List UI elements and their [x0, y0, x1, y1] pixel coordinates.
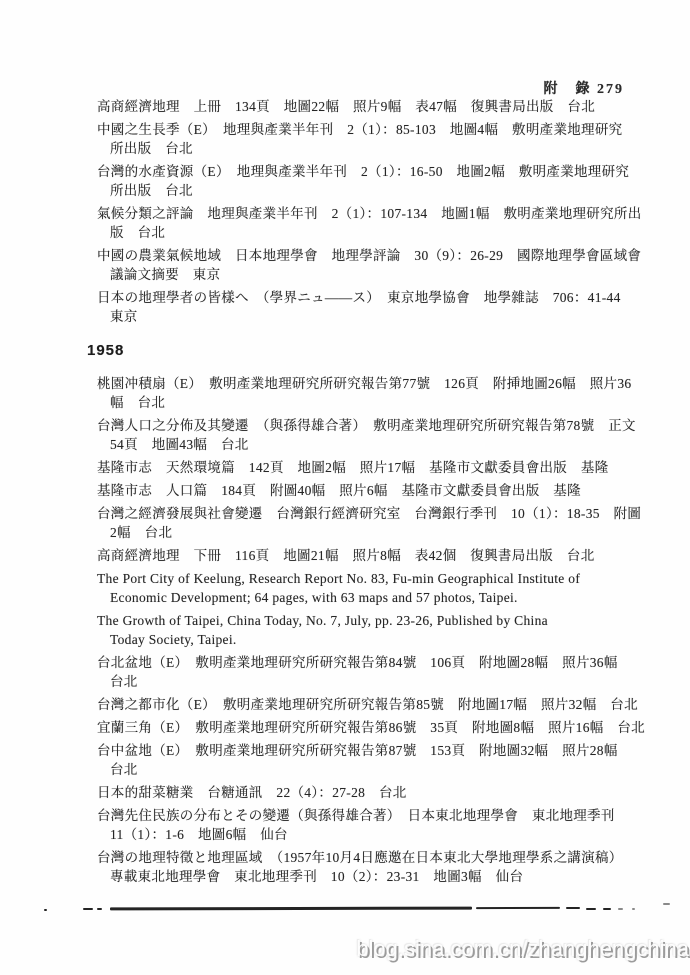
bibliography-entry [97, 806, 642, 844]
bibliography-entry [97, 653, 642, 691]
entry-line: 基隆市志 天然環境篇 142頁 地圖2幅 照片17幅 基隆市文獻委員會出版 基隆 [97, 460, 609, 475]
bibliography-entry [97, 120, 642, 158]
entry-line-continuation: 台北 [110, 762, 138, 777]
entry-line-continuation: 版 台北 [110, 225, 166, 240]
bibliography-entry [97, 569, 642, 607]
bibliography-entry [97, 162, 642, 200]
bibliography-entry [97, 783, 642, 802]
entry-line: 宜蘭三角（E） 敷明產業地理研究所研究報告第86號 35頁 附地圖8幅 照片16幅 台北 [97, 720, 645, 735]
artifact-segment [110, 907, 472, 911]
artifact-segment [476, 907, 560, 909]
bibliography-entry [97, 695, 642, 714]
bibliography-list [87, 97, 645, 890]
entry-line-continuation: Economic Development; 64 pages, with 63 maps and 57 photos, Taipei. [110, 590, 518, 605]
bibliography-entry [97, 546, 642, 565]
entry-line: 日本の地理學者の皆樣へ （學界ニュ——ス） 東京地學協會 地學雜誌 706：41-44 [97, 290, 621, 305]
entry-line-continuation: 台北 [110, 674, 138, 689]
artifact-segment [618, 908, 623, 910]
entry-line: 氣候分類之評論 地理與產業半年刊 2（1）：107-134 地圖1幅 敷明產業地理研究所出 [97, 206, 642, 221]
scan-artifact-line [0, 903, 690, 915]
artifact-segment [663, 903, 670, 905]
entry-line-continuation: 11（1）：1-6 地圖6幅 仙台 [110, 827, 288, 842]
artifact-segment [632, 908, 635, 910]
entry-line-continuation: 所出版 台北 [110, 141, 193, 156]
bibliography-entry [97, 97, 642, 116]
entry-line: The Port City of Keelung, Research Report No. 83, Fu-min Geographical Institute of [97, 571, 581, 586]
bibliography-entry [97, 246, 642, 284]
entry-line: 日本的甜菜糖業 台糖通訊 22（4）：27-28 台北 [97, 785, 407, 800]
entry-line: The Growth of Taipei, China Today, No. 7, July, pp. 23-26, Published by China [97, 613, 548, 628]
bibliography-entry [97, 718, 645, 737]
page-header-appendix-number: 附 錄 279 [543, 82, 624, 97]
bibliography-entry [97, 611, 642, 649]
entry-line: 台灣人口之分佈及其變遷 （與孫得雄合著） 敷明產業地理研究所研究報告第78號 正文 [97, 418, 636, 433]
bibliography-section [97, 97, 642, 326]
entry-line: 基隆市志 人口篇 184頁 附圖40幅 照片6幅 基隆市文獻委員會出版 基隆 [97, 483, 581, 498]
entry-line-continuation: 2幅 台北 [110, 525, 173, 540]
watermark-url: blog.sina.com.cn/zhanghengchina [356, 936, 689, 961]
entry-line: 台北盆地（E） 敷明產業地理研究所研究報告第84號 106頁 附地圖28幅 照片36幅 [97, 655, 618, 670]
bibliography-entry [97, 848, 642, 886]
entry-line-continuation: 54頁 地圖43幅 台北 [110, 437, 249, 452]
entry-line-continuation: Today Society, Taipei. [110, 632, 237, 647]
bibliography-entry [97, 288, 642, 326]
entry-line-continuation: 所出版 台北 [110, 183, 193, 198]
entry-line: 中國の農業氣候地域 日本地理學會 地理學評論 30（9）：26-29 國際地理學會區域會 [97, 248, 642, 263]
artifact-segment [44, 909, 47, 911]
artifact-segment [83, 908, 93, 910]
bibliography-section [87, 342, 645, 886]
entry-line: 台灣之都市化（E） 敷明產業地理研究所研究報告第85號 附地圖17幅 照片32幅 台北 [97, 697, 638, 712]
bibliography-entry [97, 204, 642, 242]
artifact-segment [97, 908, 102, 910]
entry-line-continuation: 幅 台北 [110, 395, 166, 410]
bibliography-entry [97, 374, 642, 412]
entry-line: 台中盆地（E） 敷明產業地理研究所研究報告第87號 153頁 附地圖32幅 照片28幅 [97, 743, 618, 758]
entry-line: 台灣的水產資源（E） 地理與產業半年刊 2（1）：16-50 地圖2幅 敷明產業地理研究 [97, 164, 630, 179]
bibliography-entry [97, 504, 642, 542]
entry-line: 高商經濟地理 上冊 134頁 地圖22幅 照片9幅 表47幅 復興書局出版 台北 [97, 99, 595, 114]
entry-line: 台灣之經濟發展與社會變遷 台灣銀行經濟研究室 台灣銀行季刊 10（1）：18-35 附圖 [97, 506, 642, 521]
bibliography-entry [97, 416, 642, 454]
artifact-segment [603, 908, 611, 910]
artifact-segment [566, 907, 580, 909]
bibliography-entry [97, 458, 642, 477]
artifact-segment [586, 908, 596, 910]
entry-line: 中國之生長季（E） 地理與產業半年刊 2（1）：85-103 地圖4幅 敷明產業地理研究 [97, 122, 623, 137]
entry-line: 台灣の地理特徵と地理區域 （1957年10月4日應邀在日本東北大學地理學系之講演稿） [97, 850, 623, 865]
entry-line-continuation: 專載東北地理學會 東北地理季刊 10（2）：23-31 地圖3幅 仙台 [110, 869, 524, 884]
bibliography-entry [97, 481, 642, 500]
entry-line-continuation: 東京 [110, 309, 138, 324]
entry-line: 台灣先住民族の分布とその變遷（與孫得雄合著） 日本東北地理學會 東北地理季刊 [97, 808, 615, 823]
year-heading: 1958 [87, 342, 125, 359]
entry-line: 桃園冲積扇（E） 敷明產業地理研究所研究報告第77號 126頁 附挿地圖26幅 照片36 [97, 376, 632, 391]
entry-line-continuation: 議論文摘要 東京 [110, 267, 221, 282]
entry-line: 高商經濟地理 下冊 116頁 地圖21幅 照片8幅 表42個 復興書局出版 台北 [97, 548, 595, 563]
bibliography-entry [97, 741, 642, 779]
